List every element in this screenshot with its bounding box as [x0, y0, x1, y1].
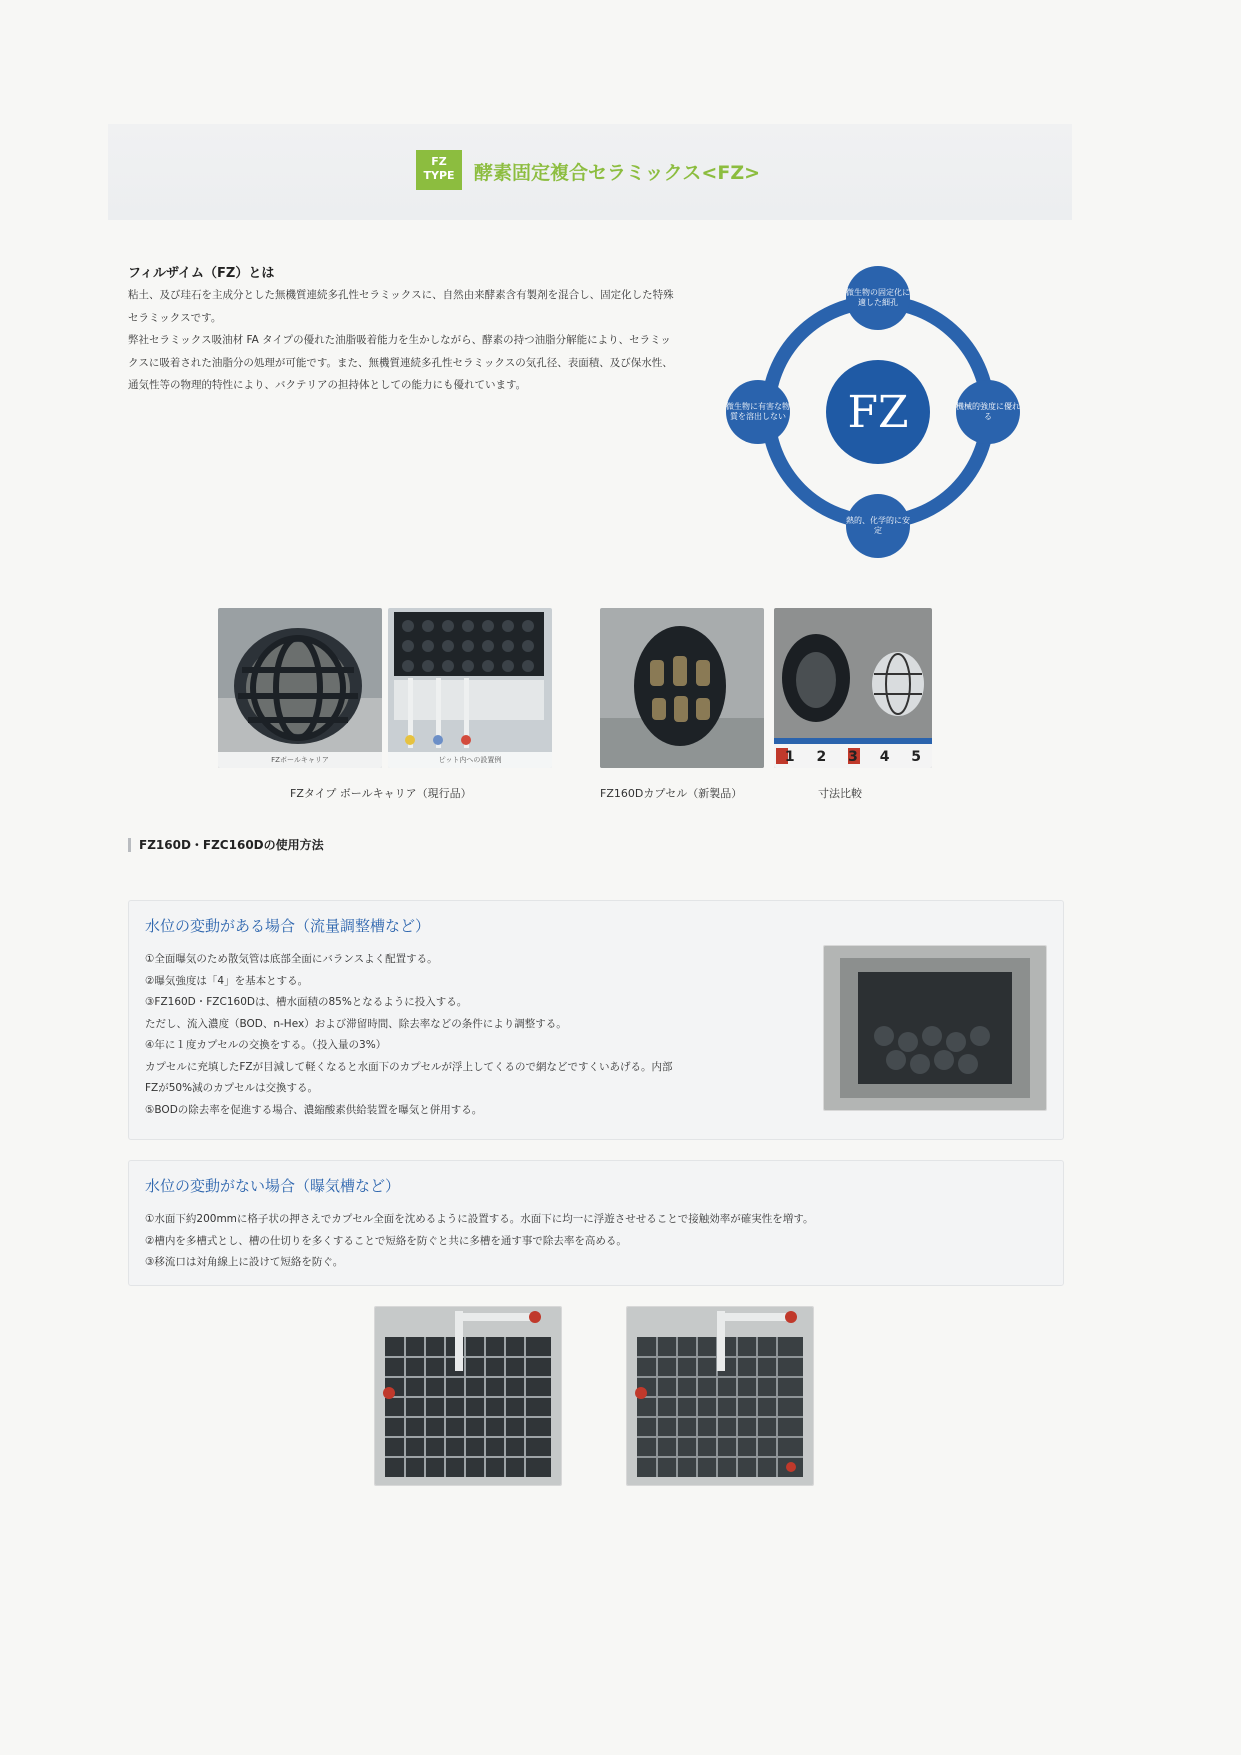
usage-stable-title: 水位の変動がない場合（曝気槽など）: [145, 1177, 401, 1195]
usage-box-fluctuating: [128, 900, 1064, 1140]
list-item: ③FZ160D・FZC160Dは、槽水面積の85%となるように投入する。: [145, 996, 468, 1008]
usage-fluctuating-title: 水位の変動がある場合（流量調整槽など）: [145, 917, 431, 935]
ball-carrier-photo: [218, 608, 382, 768]
ruler-digit-1: 1: [784, 749, 795, 765]
caption-size-comparison: 寸法比較: [818, 787, 862, 800]
list-item: ①水面下約200mmに格子状の押さえでカプセル全面を沈めるように設置する。水面下に均一に浮遊させせることで接触効率が確実性を増す。: [145, 1213, 814, 1225]
list-item: ⑤BODの除去率を促進する場合、濃縮酸素供給装置を曝気と併用する。: [145, 1103, 483, 1116]
intro-paragraph-1: 粘土、及び珪石を主成分とした無機質連続多孔性セラミックスに、自然由来酵素含有製剤を混合し、固定化した特殊セラミックスです。: [128, 289, 674, 324]
usage-section-heading: FZ160D・FZC160Dの使用方法: [128, 838, 324, 852]
ball-carrier-photo-tag: FZボールキャリア: [218, 752, 382, 768]
intro-heading: フィルザイム（FZ）とは: [128, 266, 275, 281]
badge-line-1: FZ: [431, 155, 447, 168]
page-title: 酵素固定複合セラミックス<FZ>: [474, 162, 761, 184]
type-badge: [416, 150, 462, 190]
pit-installation-photo: [388, 608, 552, 768]
usage-fluctuating-list: [145, 949, 673, 1121]
badge-line-2: TYPE: [423, 169, 455, 182]
caption-capsule: FZ160Dカプセル（新製品）: [600, 787, 743, 800]
diagram-center-node: FZ: [826, 360, 930, 464]
list-item: ①全面曝気のため散気管は底部全面にバランスよく配置する。: [145, 953, 438, 965]
diagram-node-right: 機械的強度に優れる: [956, 380, 1020, 444]
usage-box-stable: [128, 1160, 1064, 1286]
list-item: FZが50%減のカプセルは交換する。: [145, 1082, 318, 1094]
aeration-tank-image-1: [375, 1307, 561, 1485]
aeration-tank-photo-2: [626, 1306, 814, 1486]
list-item: ③移流口は対角線上に設けて短絡を防ぐ。: [145, 1256, 344, 1268]
pit-installation-photo-tag: ピット内への設置例: [388, 752, 552, 768]
fz-properties-diagram: [724, 262, 1034, 562]
ruler-digit-5: 5: [911, 749, 922, 765]
diagram-node-bottom: 熱的、化学的に安定: [846, 494, 910, 558]
capsule-photo: [600, 608, 764, 768]
size-comparison-photo: [774, 608, 932, 768]
flow-tank-photo: [823, 945, 1047, 1111]
ruler-digit-4: 4: [879, 749, 890, 765]
list-item: ②槽内を多槽式とし、槽の仕切りを多くすることで短絡を防ぐと共に多槽を通す事で除去率を高める。: [145, 1234, 627, 1247]
diagram-node-left: 微生物に有害な物質を溶出しない: [726, 380, 790, 444]
ruler-label: [774, 746, 932, 768]
usage-stable-list: [145, 1209, 813, 1274]
intro-body: [128, 284, 680, 397]
ruler-digit-3: 3: [848, 749, 858, 765]
size-comparison-image: [774, 608, 932, 768]
capsule-image: [600, 608, 764, 768]
flow-tank-image: [824, 946, 1046, 1110]
pit-installation-image: [388, 608, 552, 768]
ruler-digit-2: 2: [816, 749, 827, 765]
list-item: ④年に１度カプセルの交換をする。（投入量の3%）: [145, 1039, 387, 1051]
diagram-node-top: 微生物の固定化に適した細孔: [846, 266, 910, 330]
caption-ball-carrier: FZタイプ ボールキャリア（現行品）: [290, 787, 472, 800]
aeration-tank-image-2: [627, 1307, 813, 1485]
ball-carrier-image: [218, 608, 382, 768]
list-item: ただし、流入濃度（BOD、n-Hex）および滞留時間、除去率などの条件により調整する。: [145, 1017, 567, 1030]
aeration-tank-photo-1: [374, 1306, 562, 1486]
intro-paragraph-2: 弊社セラミックス吸油材 FA タイプの優れた油脂吸着能力を生かしながら、酵素の持つ油脂分解能により、セラミックスに吸着された油脂分の処理が可能です。また、無機質連続多孔性セラミックスの気孔径、表面積、及び保水性、通気性等の物理的特性により、バクテリアの担持体としての能力にも優れています。: [128, 334, 673, 391]
list-item: ②曝気強度は「4」を基本とする。: [145, 974, 309, 987]
list-item: カプセルに充填したFZが目減して軽くなると水面下のカプセルが浮上してくるので網などですくいあげる。内部: [145, 1060, 673, 1073]
